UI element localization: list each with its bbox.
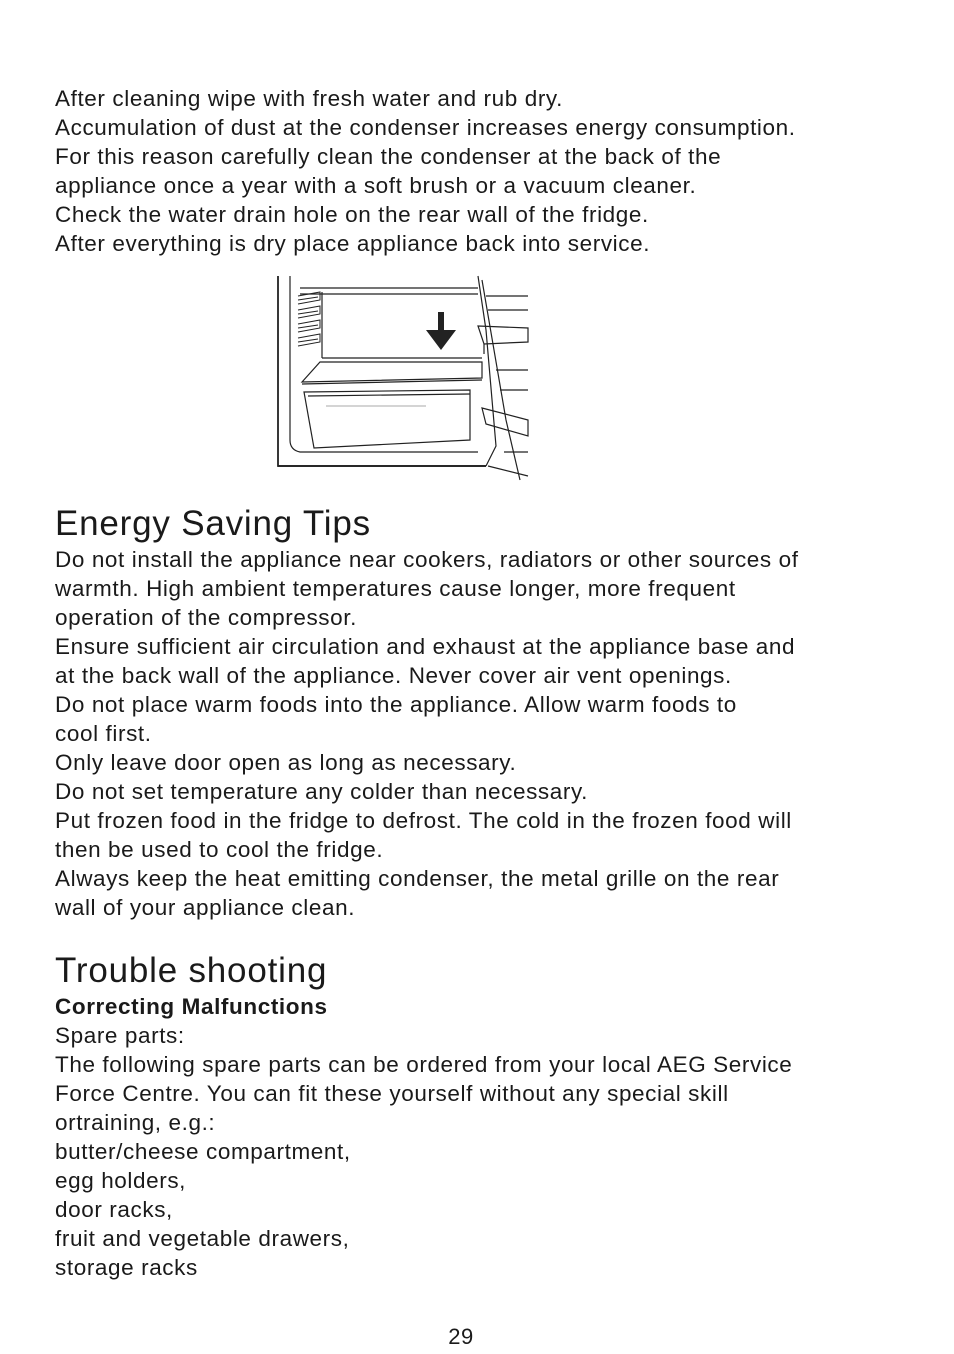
- text-line: then be used to cool the fridge.: [55, 837, 384, 862]
- list-item: storage racks: [55, 1255, 198, 1280]
- text-line: Do not set temperature any colder than necessary.: [55, 779, 589, 804]
- list-item: butter/cheese compartment,: [55, 1139, 351, 1164]
- text-line: Always keep the heat emitting condenser, the metal grille on the rear: [55, 866, 780, 891]
- fridge-drain-hole-illustration: [270, 270, 532, 482]
- text-line: Force Centre. You can fit these yourself without any special skill: [55, 1081, 729, 1106]
- section-title-energy-saving: Energy Saving Tips: [55, 504, 371, 543]
- text-line: Spare parts:: [55, 1023, 185, 1048]
- text-line: warmth. High ambient temperatures cause longer, more frequent: [55, 576, 736, 601]
- page-number: 29: [448, 1324, 474, 1349]
- text-line: ortraining, e.g.:: [55, 1110, 216, 1135]
- energy-saving-tips: [55, 545, 925, 922]
- text-line: Accumulation of dust at the condenser increases energy consumption.: [55, 115, 796, 140]
- text-line: Ensure sufficient air circulation and exhaust at the appliance base and: [55, 634, 796, 659]
- list-item: fruit and vegetable drawers,: [55, 1226, 350, 1251]
- down-arrow-icon: [426, 312, 456, 350]
- text-line: Put frozen food in the fridge to defrost. The cold in the frozen food will: [55, 808, 792, 833]
- text-line: appliance once a year with a soft brush or a vacuum cleaner.: [55, 173, 697, 198]
- cleaning-instructions: [55, 84, 925, 258]
- text-line: Check the water drain hole on the rear wall of the fridge.: [55, 202, 649, 227]
- text-line: Only leave door open as long as necessary.: [55, 750, 517, 775]
- list-item: egg holders,: [55, 1168, 187, 1193]
- list-item: door racks,: [55, 1197, 173, 1222]
- section-title-trouble-shooting: Trouble shooting: [55, 951, 328, 990]
- subsection-title-correcting-malfunctions: Correcting Malfunctions: [55, 994, 328, 1019]
- text-line: After cleaning wipe with fresh water and rub dry.: [55, 86, 563, 111]
- text-line: at the back wall of the appliance. Never cover air vent openings.: [55, 663, 732, 688]
- text-line: For this reason carefully clean the condenser at the back of the: [55, 144, 722, 169]
- text-line: After everything is dry place appliance back into service.: [55, 231, 651, 256]
- text-line: wall of your appliance clean.: [55, 895, 356, 920]
- spare-parts-text: [55, 1021, 925, 1282]
- text-line: operation of the compressor.: [55, 605, 357, 630]
- text-line: cool first.: [55, 721, 152, 746]
- text-line: Do not install the appliance near cookers, radiators or other sources of: [55, 547, 799, 572]
- text-line: Do not place warm foods into the appliance. Allow warm foods to: [55, 692, 737, 717]
- text-line: The following spare parts can be ordered from your local AEG Service: [55, 1052, 793, 1077]
